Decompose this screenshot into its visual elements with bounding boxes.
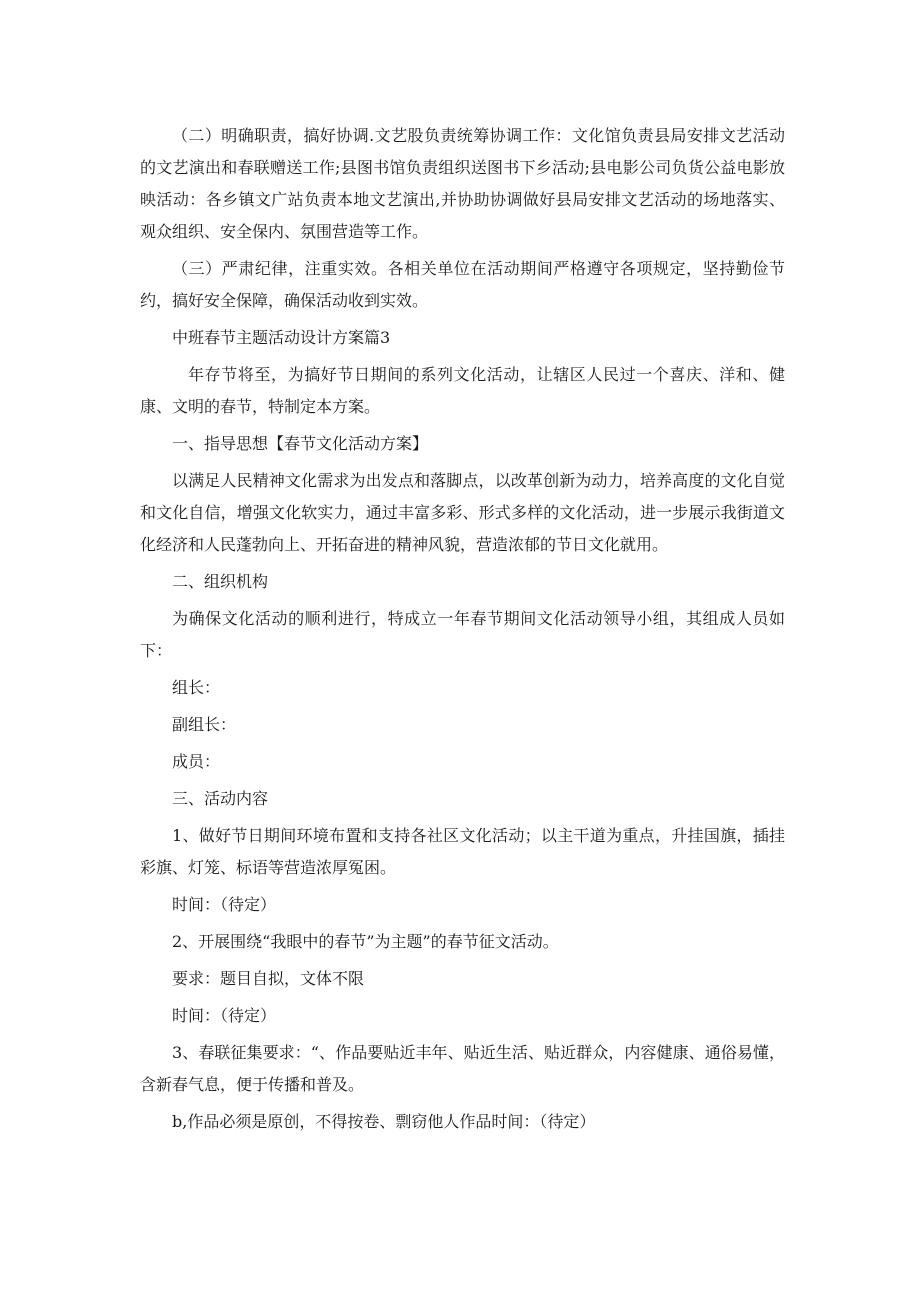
paragraph-discipline: （三）严肃纪律，注重实效。各相关单位在活动期间严格遵守各项规定，坚持勤俭节约，搞好安全保障，确保活动收到实效。 [140,259,785,310]
heading-activity-content: 三、活动内容 [172,789,269,808]
activity-item-1-time: 时间：（待定） [172,895,277,914]
label-team-leader: 组长： [172,678,221,697]
activity-item-3-b: b,作品必须是原创，不得按卷、剽窃他人作品时间：（待定） [172,1112,596,1131]
activity-item-2-requirements: 要求：题目自拟，文体不限 [172,969,365,988]
heading-organization: 二、组织机构 [172,572,269,591]
activity-item-1: 1、做好节日期间环境布置和支持各社区文化活动；以主干道为重点，升挂国旗，插挂彩旗、灯笼、标语等营造浓厚冤困。 [140,826,785,877]
heading-guiding-ideology: 一、指导思想【春节文化活动方案】 [172,434,429,453]
activity-item-3: 3、春联征集要求：“、作品要贴近丰年、贴近生活、贴近群众，内容健康、通俗易懂，含新春气息，便于传播和普及。 [140,1043,785,1094]
paragraph-intro: 年存节将至，为搞好节日期间的系列文化活动，让辖区人民过一个喜庆、洋和、健康、文明的春节，特制定本方案。 [140,365,785,416]
label-members: 成员： [172,752,221,771]
document-body [140,120,785,1143]
activity-item-2: 2、开展围绕“我眼中的春节”为主题”的春节征文活动。 [172,932,559,951]
paragraph-responsibilities: （二）明确职责，搞好协调.文艺股负责统筹协调工作：文化馆负责县局安排文艺活动的文艺演出和春联赠送工作;县图书馆负责组织送图书下乡活动;县电影公司负货公益电影放映活动：各乡镇文广站负责本地文艺演出,并协助协调做好县局安排文艺活动的场地落实、观众组织、安全保内、氛围营造等工作。 [140,126,785,241]
paragraph-guiding-ideology: 以满足人民精神文化需求为出发点和落脚点，以改革创新为动力，培养高度的文化自觉和文化自信，增强文化软实力，通过丰富多彩、形式多样的文化活动，进一步展示我街道文化经济和人民蓬勃向上、开拓奋进的精神风貌，营造浓郁的节日文化就用。 [140,471,785,554]
label-deputy-leader: 副组长： [172,715,237,734]
paragraph-organization: 为确保文化活动的顺利进行，特成立一年春节期间文化活动领导小组，其组成人员如下： [140,609,785,660]
activity-item-2-time: 时间：（待定） [172,1006,277,1025]
section-title-plan-3: 中班春节主题活动设计方案篇3 [172,328,391,347]
